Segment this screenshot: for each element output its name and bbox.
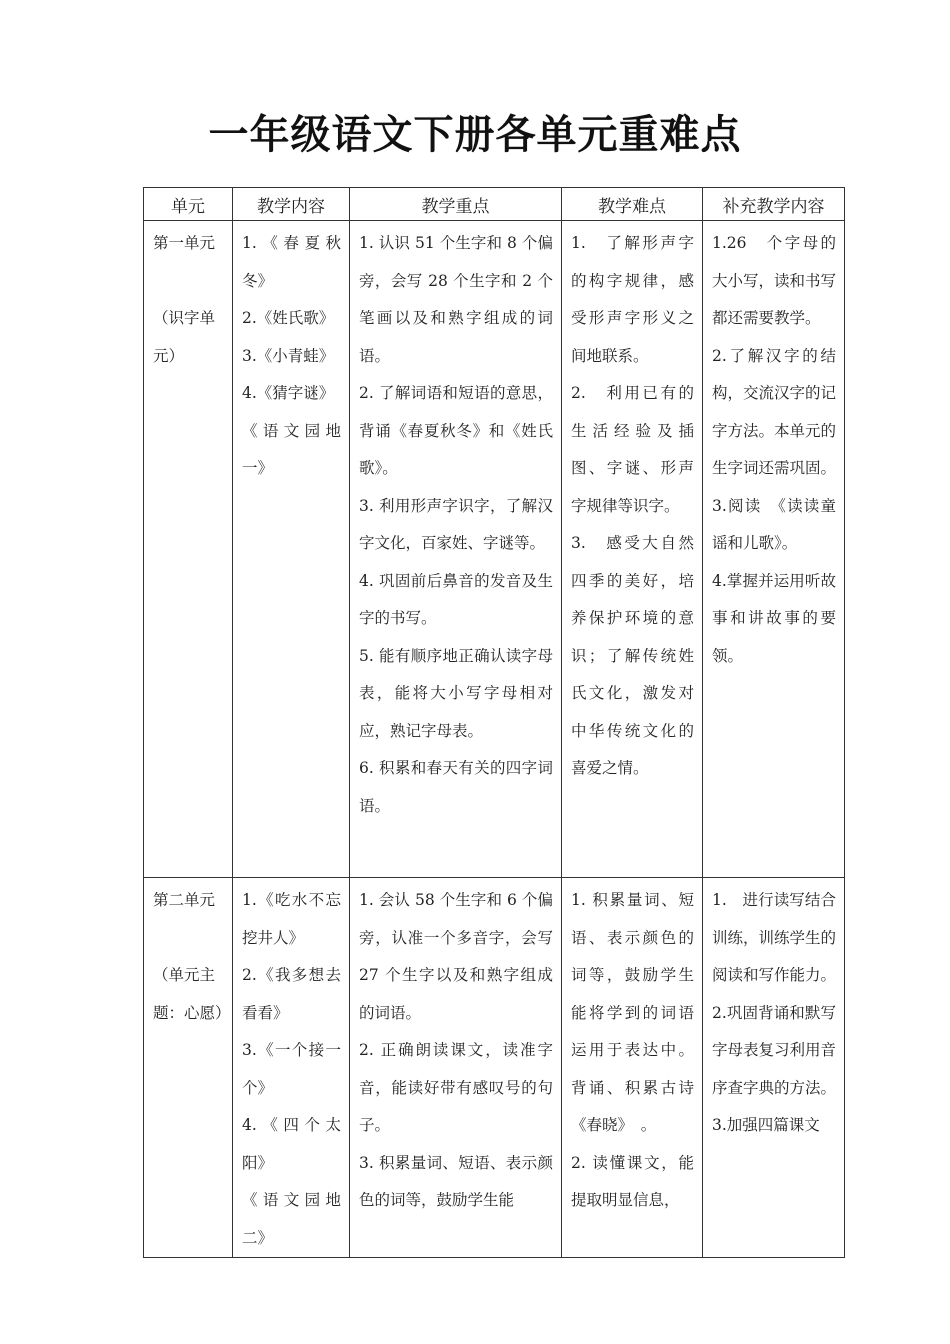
unit-cell: [144, 221, 233, 878]
lesson-item: 1.《吃水不忘挖井人》: [242, 891, 341, 947]
difficulty-item: 3. 感受大自然四季的美好，培养保护环境的意识；了解传统姓氏文化，激发对中华传统文化的喜爱之情。: [571, 534, 694, 777]
supplement-item: 2.巩固背诵和默写字母表复习利用音序查字典的方法。: [712, 1003, 837, 1097]
table-header-row: [144, 188, 845, 221]
supplement-item: 1. 进行读写结合训练，训练学生的阅读和写作能力。: [712, 891, 837, 984]
header-content: 教学内容: [233, 188, 350, 221]
lesson-item: 《语文园地一》: [242, 421, 341, 477]
unit-theme: （单元主题：心愿）: [153, 966, 231, 1022]
lesson-item: 《语文园地二》: [242, 1191, 341, 1247]
key-point: 5. 能有顺序地正确认读字母表，能将大小写字母相对应，熟记字母表。: [359, 646, 553, 740]
content-cell: [233, 878, 350, 1258]
lesson-item: 2.《我多想去看看》: [242, 966, 341, 1022]
header-difficulties: 教学难点: [562, 188, 703, 221]
lesson-item: 2.《姓氏歌》: [242, 309, 335, 327]
supplement-item: 4.掌握并运用听故事和讲故事的要领。: [712, 571, 836, 665]
supplement-item: 1.26 个字母的大小写，读和书写都还需要教学。: [712, 234, 837, 327]
unit-cell: [144, 878, 233, 1258]
key-point: 4. 巩固前后鼻音的发音及生字的书写。: [359, 571, 553, 627]
difficulty-item: 2. 利用已有的生活经验及插图、字谜、形声字规律等识字。: [571, 384, 694, 515]
supplement-cell: [703, 878, 845, 1258]
key-points-table: [143, 187, 845, 1258]
lesson-item: 1.《春夏秋冬》: [242, 234, 341, 290]
key-point: 3. 利用形声字识字，了解汉字文化，百家姓、字谜等。: [359, 496, 553, 552]
lesson-item: 4.《猜字谜》: [242, 384, 335, 402]
key-point: 1. 认识 51 个生字和 8 个偏旁，会写 28 个生字和 2 个笔画以及和熟字组成的词语。: [359, 234, 553, 365]
supplement-item: 3.阅读 《读读童谣和儿歌》。: [712, 496, 836, 552]
lesson-item: 4.《四个太阳》: [242, 1116, 341, 1172]
difficulties-cell: [562, 878, 703, 1258]
unit-name: 第一单元: [153, 234, 216, 252]
key-point: 2. 正确朗读课文，读准字音，能读好带有感叹号的句子。: [359, 1041, 553, 1134]
difficulty-item: 1. 积累量词、短语、表示颜色的词等，鼓励学生能将学到的词语运用于表达中。背诵、积累古诗《春晓》 。: [571, 891, 694, 1134]
key-points-cell: [350, 878, 562, 1258]
header-unit: 单元: [144, 188, 233, 221]
key-point: 6. 积累和春天有关的四字词语。: [359, 759, 553, 815]
key-point: 1. 会认 58 个生字和 6 个偏旁，认准一个多音字，会写 27 个生字以及和熟字组成的词语。: [359, 891, 553, 1022]
header-supplement: 补充教学内容: [703, 188, 845, 221]
page-title: 一年级语文下册各单元重难点: [208, 112, 742, 158]
difficulty-item: 2. 读懂课文，能提取明显信息，: [571, 1153, 694, 1209]
lesson-item: 3.《一个接一个》: [242, 1041, 341, 1097]
header-key-points: 教学重点: [350, 188, 562, 221]
content-cell: [233, 221, 350, 878]
key-point: 3. 积累量词、短语、表示颜色的词等，鼓励学生能: [359, 1153, 553, 1209]
supplement-item: 2.了解汉字的结构，交流汉字的记字方法。本单元的生字词还需巩固。: [712, 346, 837, 477]
key-points-cell: [350, 221, 562, 878]
difficulty-item: 1. 了解形声字的构字规律，感受形声字形义之间地联系。: [571, 234, 694, 365]
unit-name: 第二单元: [153, 891, 216, 909]
key-point: 2. 了解词语和短语的意思，背诵《春夏秋冬》和《姓氏歌》。: [359, 384, 553, 477]
supplement-cell: [703, 221, 845, 878]
table-row: [144, 878, 845, 1258]
table-row: [144, 221, 845, 878]
supplement-item: 3.加强四篇课文: [712, 1116, 820, 1134]
difficulties-cell: [562, 221, 703, 878]
lesson-item: 3.《小青蛙》: [242, 346, 335, 365]
unit-theme: （识字单元）: [153, 309, 216, 365]
